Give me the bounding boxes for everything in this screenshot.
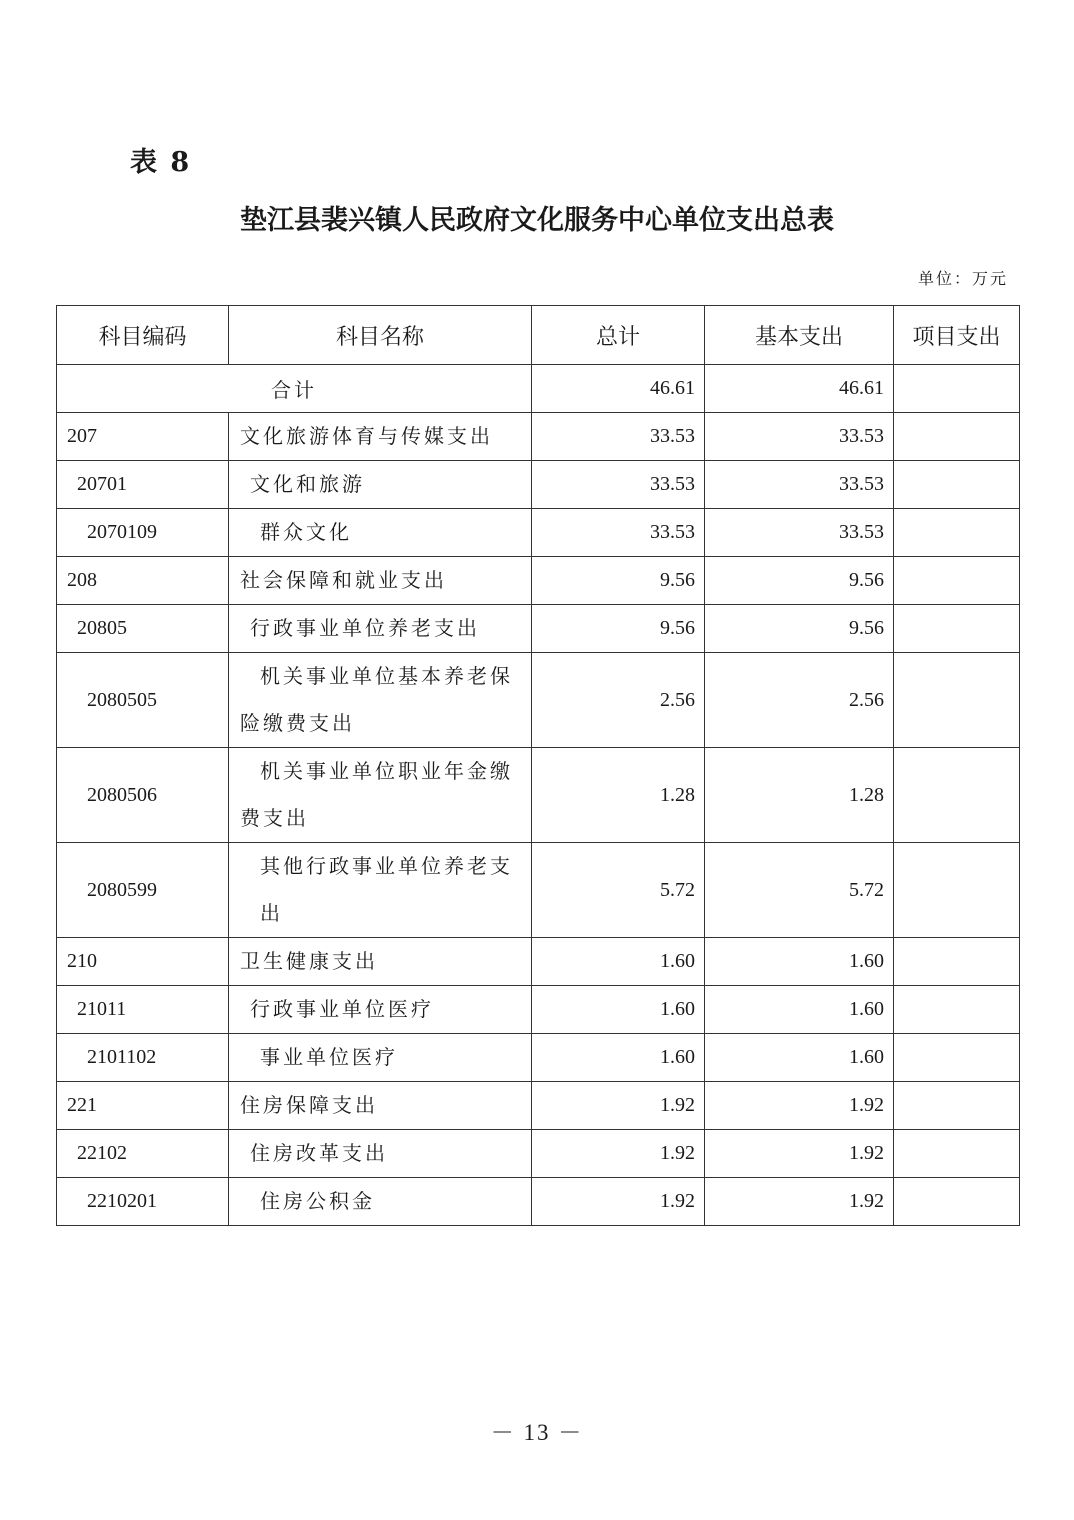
row-project (894, 461, 1020, 509)
table-row (57, 557, 1020, 605)
table-row (57, 748, 1020, 843)
expense-summary-table (56, 305, 1020, 1226)
row-project (894, 986, 1020, 1034)
total-row-basic: 46.61 (705, 365, 894, 413)
row-code: 2101102 (57, 1034, 229, 1082)
row-basic: 1.60 (705, 986, 894, 1034)
row-code: 2080505 (57, 653, 229, 748)
row-project (894, 653, 1020, 748)
table-row (57, 1130, 1020, 1178)
header-total: 总计 (532, 306, 705, 365)
total-row-total: 46.61 (532, 365, 705, 413)
row-project (894, 938, 1020, 986)
row-name: 住房改革支出 (229, 1130, 532, 1178)
row-name: 其他行政事业单位养老支出 (229, 843, 532, 938)
row-code: 210 (57, 938, 229, 986)
row-total: 1.60 (532, 986, 705, 1034)
row-name: 机关事业单位基本养老保险缴费支出 (229, 653, 532, 748)
total-row-project (894, 365, 1020, 413)
row-name: 机关事业单位职业年金缴费支出 (229, 748, 532, 843)
row-total: 9.56 (532, 605, 705, 653)
row-name: 行政事业单位养老支出 (229, 605, 532, 653)
row-total: 2.56 (532, 653, 705, 748)
unit-note: 单位：万元 (917, 269, 1008, 288)
row-total: 5.72 (532, 843, 705, 938)
row-basic: 33.53 (705, 413, 894, 461)
row-code: 20701 (57, 461, 229, 509)
row-basic: 1.60 (705, 1034, 894, 1082)
row-project (894, 413, 1020, 461)
table-row (57, 1034, 1020, 1082)
row-code: 2070109 (57, 509, 229, 557)
table-row (57, 1082, 1020, 1130)
row-basic: 5.72 (705, 843, 894, 938)
row-project (894, 557, 1020, 605)
row-total: 1.60 (532, 1034, 705, 1082)
header-basic-expenditure: 基本支出 (705, 306, 894, 365)
row-basic: 9.56 (705, 605, 894, 653)
table-header-row (57, 306, 1020, 365)
table-row (57, 843, 1020, 938)
row-name: 社会保障和就业支出 (229, 557, 532, 605)
table-row (57, 461, 1020, 509)
row-name: 文化旅游体育与传媒支出 (229, 413, 532, 461)
row-total: 1.60 (532, 938, 705, 986)
row-project (894, 843, 1020, 938)
row-name: 文化和旅游 (229, 461, 532, 509)
row-basic: 1.92 (705, 1130, 894, 1178)
table-row (57, 509, 1020, 557)
total-row (57, 365, 1020, 413)
row-name: 住房公积金 (229, 1178, 532, 1226)
table-row (57, 413, 1020, 461)
row-code: 21011 (57, 986, 229, 1034)
row-total: 33.53 (532, 509, 705, 557)
row-total: 33.53 (532, 461, 705, 509)
row-project (894, 605, 1020, 653)
row-total: 1.92 (532, 1130, 705, 1178)
row-code: 2210201 (57, 1178, 229, 1226)
row-name: 卫生健康支出 (229, 938, 532, 986)
total-row-label: 合计 (57, 365, 532, 413)
row-basic: 33.53 (705, 461, 894, 509)
header-subject-code: 科目编码 (57, 306, 229, 365)
row-basic: 33.53 (705, 509, 894, 557)
row-basic: 9.56 (705, 557, 894, 605)
table-row (57, 605, 1020, 653)
row-code: 221 (57, 1082, 229, 1130)
row-basic: 1.92 (705, 1178, 894, 1226)
row-code: 2080506 (57, 748, 229, 843)
header-subject-name: 科目名称 (229, 306, 532, 365)
row-total: 9.56 (532, 557, 705, 605)
table-row (57, 938, 1020, 986)
row-code: 22102 (57, 1130, 229, 1178)
page-number: － 13 － (490, 1420, 584, 1445)
row-total: 1.92 (532, 1178, 705, 1226)
row-basic: 1.28 (705, 748, 894, 843)
row-basic: 1.60 (705, 938, 894, 986)
row-basic: 2.56 (705, 653, 894, 748)
row-total: 33.53 (532, 413, 705, 461)
row-code: 20805 (57, 605, 229, 653)
row-project (894, 509, 1020, 557)
row-name: 行政事业单位医疗 (229, 986, 532, 1034)
row-project (894, 1178, 1020, 1226)
row-project (894, 748, 1020, 843)
document-title: 垫江县裴兴镇人民政府文化服务中心单位支出总表 (240, 205, 834, 236)
row-project (894, 1130, 1020, 1178)
table-label: 表 8 (130, 147, 192, 178)
row-name: 住房保障支出 (229, 1082, 532, 1130)
table-row (57, 653, 1020, 748)
table-row (57, 986, 1020, 1034)
row-basic: 1.92 (705, 1082, 894, 1130)
table-row (57, 1178, 1020, 1226)
row-project (894, 1034, 1020, 1082)
row-code: 208 (57, 557, 229, 605)
row-total: 1.28 (532, 748, 705, 843)
header-project-expenditure: 项目支出 (894, 306, 1020, 365)
row-name: 事业单位医疗 (229, 1034, 532, 1082)
row-project (894, 1082, 1020, 1130)
row-name: 群众文化 (229, 509, 532, 557)
row-code: 2080599 (57, 843, 229, 938)
row-code: 207 (57, 413, 229, 461)
row-total: 1.92 (532, 1082, 705, 1130)
